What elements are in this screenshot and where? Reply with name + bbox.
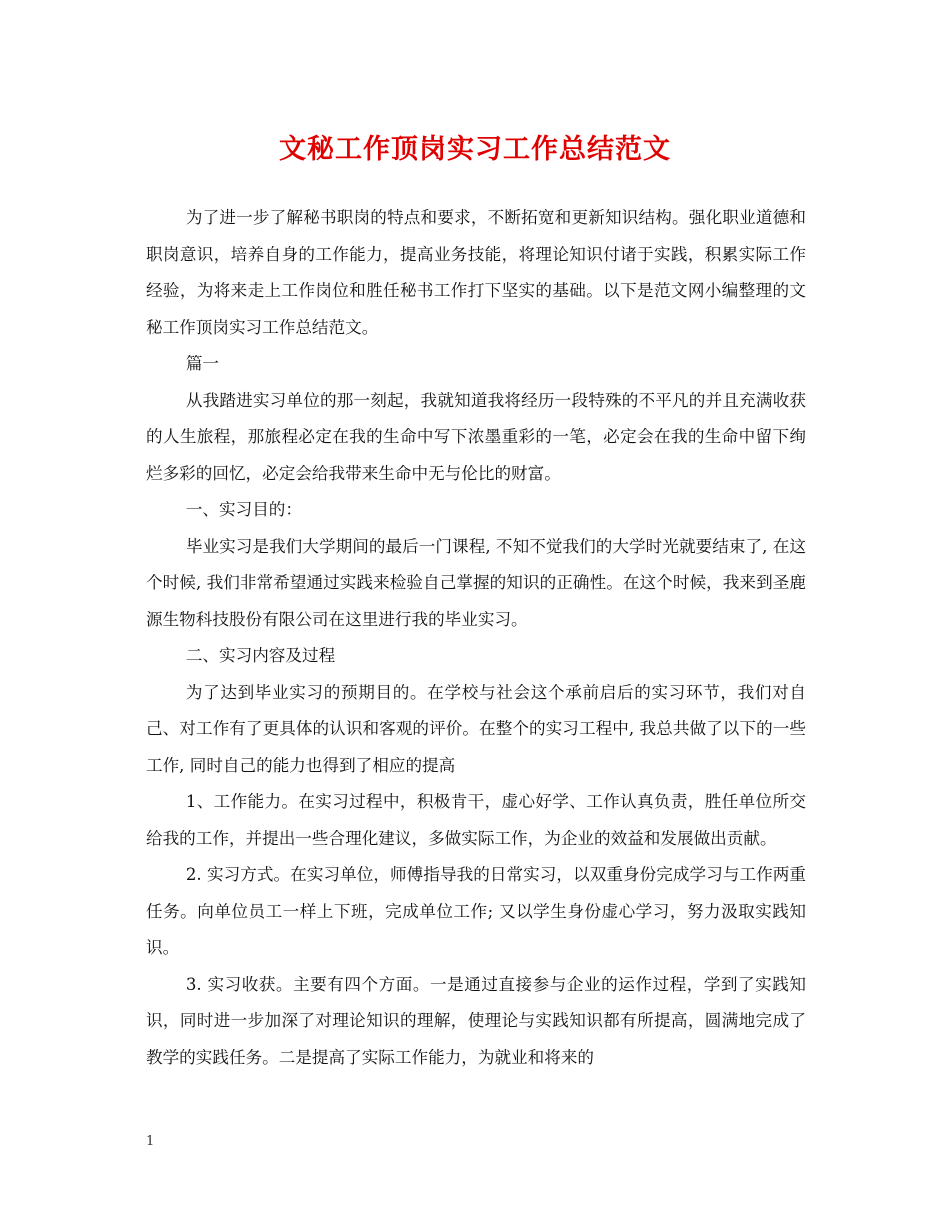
heading-purpose: 一、实习目的： xyxy=(185,500,302,519)
paragraph-internship-gains: 3. 实习收获。主要有四个方面。一是通过直接参与企业的运作过程，学到了实践知识，同时进一步加深了对理论知识的理解，使理论与实践知识都有所提高，圆满地完成了教学的实践任务。二是提高了实际工作能力，为就业和将来的 xyxy=(146,974,806,1067)
paragraph-content-process: 为了达到毕业实习的预期目的。在学校与社会这个承前启后的实习环节，我们对自己、对工作有了更具体的认识和客观的评价。在整个的实习工程中, 我总共做了以下的一些工作, 同时自己的能力也得到了相应的提高 xyxy=(146,682,806,775)
paragraph-intro: 为了进一步了解秘书职岗的特点和要求，不断拓宽和更新知识结构。强化职业道德和职岗意识，培养自身的工作能力，提高业务技能，将理论知识付诸于实践，积累实际工作经验，为将来走上工作岗位和胜任秘书工作打下坚实的基础。以下是范文网小编整理的文秘工作顶岗实习工作总结范文。 xyxy=(146,208,806,337)
paragraph-work-ability: 1、工作能力。在实习过程中，积极肯干，虚心好学、工作认真负责，胜任单位所交给我的工作，并提出一些合理化建议，多做实际工作，为企业的效益和发展做出贡献。 xyxy=(146,792,806,848)
paragraph-purpose: 毕业实习是我们大学期间的最后一门课程, 不知不觉我们的大学时光就要结束了, 在这个时候, 我们非常希望通过实践来检验自己掌握的知识的正确性。在这个时候，我来到圣鹿源生物科技股份有限公司在这里进行我的毕业实习。 xyxy=(146,536,806,629)
page-number: 1 xyxy=(146,1134,155,1149)
document-body xyxy=(146,200,806,1076)
paragraph-section-label: 篇一 xyxy=(185,354,220,373)
heading-content-process: 二、实习内容及过程 xyxy=(185,646,336,665)
paragraph-internship-method: 2. 实习方式。在实习单位，师傅指导我的日常实习，以双重身份完成学习与工作两重任务。向单位员工一样上下班，完成单位工作; 又以学生身份虚心学习，努力汲取实践知识。 xyxy=(146,865,806,957)
document-title: 文秘工作顶岗实习工作总结范文 xyxy=(279,134,671,165)
paragraph-opening: 从我踏进实习单位的那一刻起，我就知道我将经历一段特殊的不平凡的并且充满收获的人生旅程，那旅程必定在我的生命中写下浓墨重彩的一笔，必定会在我的生命中留下绚烂多彩的回忆，必定会给我带来生命中无与伦比的财富。 xyxy=(146,390,806,483)
